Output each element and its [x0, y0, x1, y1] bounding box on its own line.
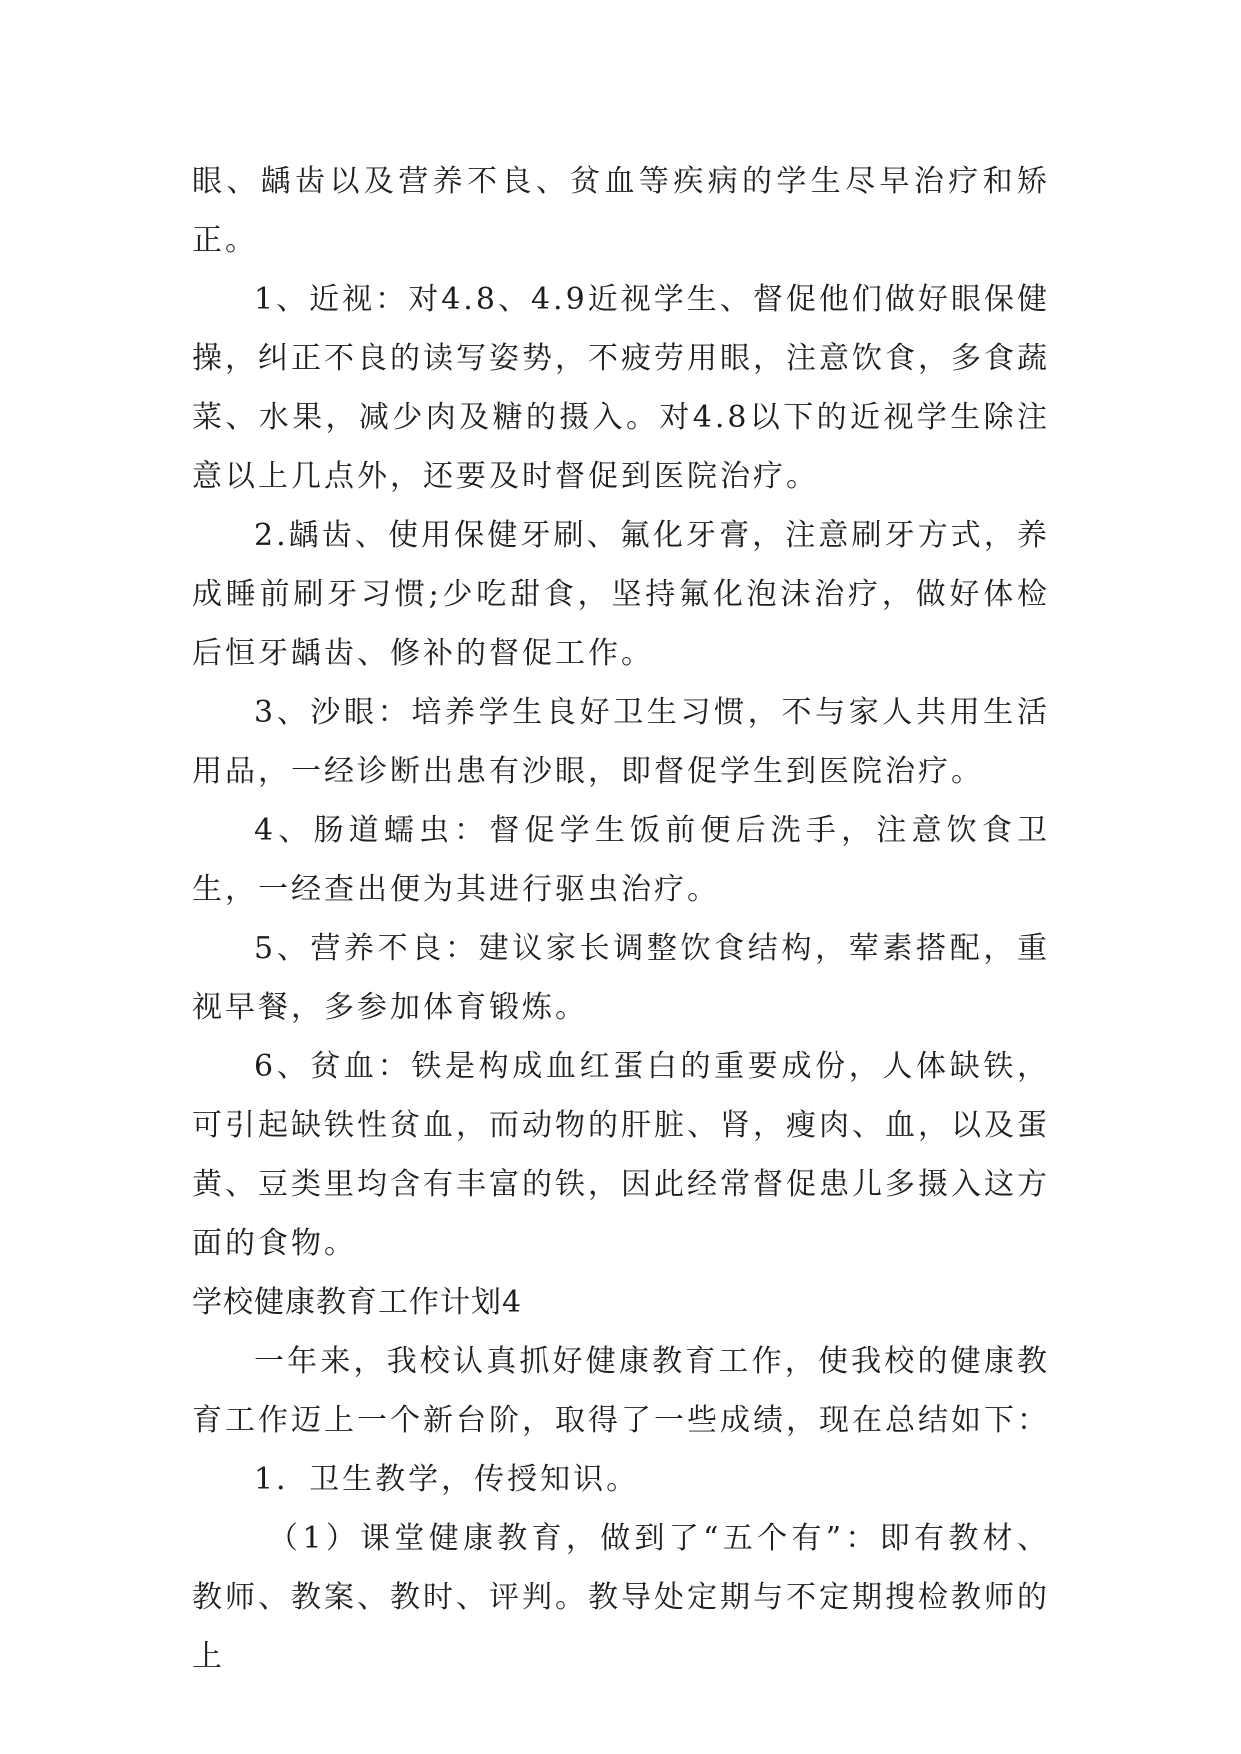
paragraph-continuation: 眼、龋齿以及营养不良、贫血等疾病的学生尽早治疗和矫正。 — [192, 164, 1050, 258]
paragraph-item-1-1: （1）课堂健康教育，做到了“五个有”：即有教材、教师、教案、教时、评判。教导处定期与不定期搜检教师的上 — [192, 1521, 1050, 1674]
document-body — [192, 152, 1050, 1686]
paragraph-trachoma: 3、沙眼：培养学生良好卫生习惯，不与家人共用生活用品，一经诊断出患有沙眼，即督促学生到医院治疗。 — [192, 695, 1050, 789]
paragraph-myopia: 1、近视：对4.8、4.9近视学生、督促他们做好眼保健操，纠正不良的读写姿势，不疲劳用眼，注意饮食，多食蔬菜、水果，减少肉及糖的摄入。对4.8以下的近视学生除注意以上几点外，还要及时督促到医院治疗。 — [192, 282, 1050, 494]
paragraph-item-1: 1．卫生教学，传授知识。 — [254, 1462, 640, 1497]
paragraph-dental-caries: 2.龋齿、使用保健牙刷、氟化牙膏，注意刷牙方式，养成睡前刷牙习惯;少吃甜食，坚持氟化泡沫治疗，做好体检后恒牙龋齿、修补的督促工作。 — [192, 518, 1050, 671]
section-heading: 学校健康教育工作计划4 — [192, 1285, 523, 1320]
paragraph-intestinal-worms: 4、肠道蠕虫：督促学生饭前便后洗手，注意饮食卫生，一经查出便为其进行驱虫治疗。 — [192, 813, 1050, 907]
paragraph-anemia: 6、贫血：铁是构成血红蛋白的重要成份，人体缺铁，可引起缺铁性贫血，而动物的肝脏、肾，瘦肉、血，以及蛋黄、豆类里均含有丰富的铁，因此经常督促患儿多摄入这方面的食物。 — [192, 1049, 1050, 1261]
paragraph-summary-intro: 一年来，我校认真抓好健康教育工作，使我校的健康教育工作迈上一个新台阶，取得了一些成绩，现在总结如下： — [192, 1344, 1050, 1438]
paragraph-malnutrition: 5、营养不良：建议家长调整饮食结构，荤素搭配，重视早餐，多参加体育锻炼。 — [192, 931, 1050, 1025]
